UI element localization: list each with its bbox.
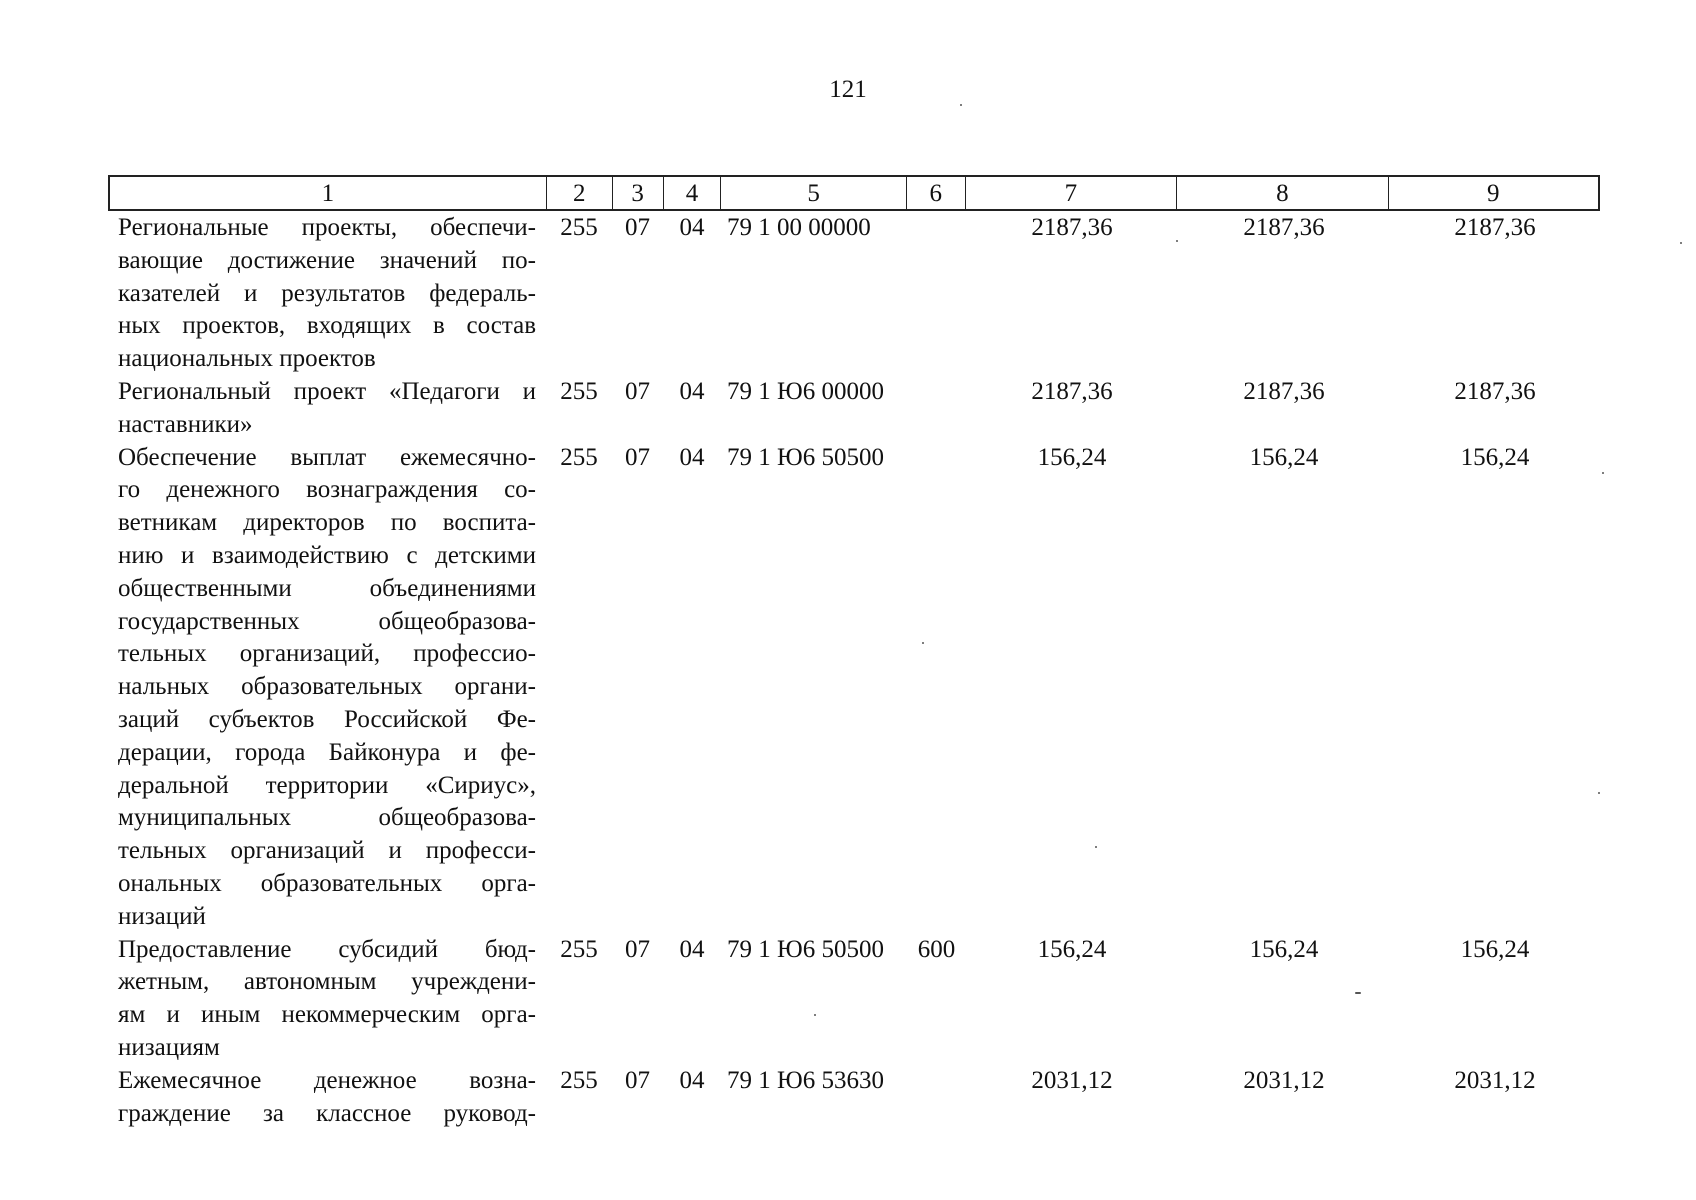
- cell-col-2: 255: [560, 214, 598, 241]
- description-line: Предоставление субсидий бюд-: [118, 935, 536, 963]
- cell-col-5: 79 1 Ю6 50500: [727, 443, 884, 471]
- cell-col-8: 2031,12: [1243, 1066, 1325, 1094]
- cell-col-5: 79 1 00 00000: [727, 214, 871, 241]
- cell-col-4: 04: [679, 935, 705, 963]
- header-col-4: 4: [664, 177, 722, 209]
- cell-col-4: 04: [679, 214, 705, 241]
- description-line: Ежемесячное денежное возна-: [118, 1066, 536, 1094]
- description-line: вающие достижение значений по-: [118, 246, 536, 274]
- cell-col-7: 156,24: [1037, 443, 1107, 471]
- description-line: общественными объединениями: [118, 574, 536, 602]
- cell-col-7: 2187,36: [1031, 377, 1113, 405]
- description-line: ветникам директоров по воспита-: [118, 509, 536, 537]
- description-line: нальных образовательных органи-: [118, 673, 536, 701]
- page-number: 121: [829, 76, 867, 103]
- table-row: [108, 376, 1600, 442]
- header-col-9: 9: [1487, 180, 1500, 207]
- description-line: го денежного вознаграждения со-: [118, 476, 536, 504]
- description-line: деральной территории «Сириус»,: [118, 771, 536, 799]
- table-row: [108, 442, 1600, 934]
- cell-col-2: 255: [560, 935, 598, 963]
- cell-col-9: 156,24: [1460, 443, 1530, 471]
- scan-speck: [960, 104, 962, 106]
- cell-col-3: 07: [625, 443, 650, 471]
- scan-speck: [1598, 792, 1600, 794]
- cell-col-7: 156,24: [1037, 935, 1107, 963]
- header-col-2: 2: [547, 177, 613, 209]
- cell-col-7: 2031,12: [1031, 1066, 1113, 1094]
- description-line: ональных образовательных орга-: [118, 869, 536, 897]
- header-col-7: 7: [966, 177, 1177, 209]
- description-line: заций субъектов Российской Фе-: [118, 705, 536, 733]
- scan-speck: [1176, 240, 1178, 242]
- description-line: ных проектов, входящих в состав: [118, 312, 536, 340]
- description-line: государственных общеобразова-: [118, 607, 536, 635]
- scan-speck: [922, 642, 924, 644]
- description-line: Обеспечение выплат ежемесячно-: [118, 443, 536, 471]
- description-line: граждение за классное руковод-: [118, 1099, 536, 1127]
- cell-col-8: 156,24: [1249, 443, 1319, 471]
- cell-col-4: 04: [679, 1066, 705, 1094]
- cell-col-4: 04: [679, 443, 705, 471]
- table-body: [108, 212, 1600, 1130]
- scan-speck: [1602, 472, 1604, 474]
- cell-description: [108, 212, 546, 376]
- cell-col-8: 156,24: [1249, 935, 1319, 963]
- cell-col-4: 04: [679, 377, 705, 405]
- cell-col-6: [907, 376, 966, 442]
- scan-speck: [1095, 846, 1097, 848]
- cell-col-5: 79 1 Ю6 50500: [727, 935, 884, 963]
- header-col-8: 8: [1177, 177, 1388, 209]
- table-row: [108, 212, 1600, 376]
- cell-col-5: 79 1 Ю6 00000: [727, 377, 884, 405]
- cell-col-3: 07: [625, 377, 650, 405]
- description-line: низаций: [118, 902, 206, 930]
- cell-col-9: 2031,12: [1454, 1066, 1536, 1094]
- table-row: [108, 1065, 1600, 1131]
- cell-col-8: 2187,36: [1243, 377, 1325, 405]
- cell-col-6: 600: [917, 935, 956, 963]
- cell-col-6: [907, 442, 966, 934]
- table-row: [108, 934, 1600, 1065]
- cell-col-8: 2187,36: [1243, 214, 1325, 241]
- description-line: Региональные проекты, обеспечи-: [118, 214, 536, 241]
- cell-col-3: 07: [625, 1066, 650, 1094]
- description-line: тельных организаций, профессио-: [118, 640, 536, 668]
- header-col-1: 1: [110, 177, 547, 209]
- header-col-5: 5: [721, 177, 907, 209]
- cell-col-9: 2187,36: [1454, 377, 1536, 405]
- description-line: жетным, автономным учреждени-: [118, 968, 536, 996]
- cell-col-6: [907, 1065, 966, 1131]
- cell-col-2: 255: [560, 443, 598, 471]
- cell-col-9: 156,24: [1460, 935, 1530, 963]
- description-line: наставники»: [118, 410, 253, 438]
- scan-speck: [814, 1014, 816, 1016]
- cell-description: [108, 934, 546, 1065]
- cell-col-6: [907, 212, 966, 376]
- description-line: казателей и результатов федераль-: [118, 279, 536, 307]
- cell-col-9: 2187,36: [1454, 214, 1536, 241]
- description-line: нию и взаимодействию с детскими: [118, 541, 536, 569]
- header-col-6: 6: [907, 177, 966, 209]
- cell-description: [108, 442, 546, 934]
- description-line: ям и иным некоммерческим орга-: [118, 1001, 536, 1029]
- description-line: Региональный проект «Педагоги и: [118, 377, 536, 405]
- cell-col-5: 79 1 Ю6 53630: [727, 1066, 884, 1094]
- cell-col-3: 07: [625, 214, 650, 241]
- table-header-row: [108, 175, 1600, 211]
- description-line: национальных проектов: [118, 345, 376, 373]
- description-line: муниципальных общеобразова-: [118, 804, 536, 832]
- description-line: дерации, города Байконура и фе-: [118, 738, 536, 766]
- cell-description: [108, 376, 546, 442]
- scan-speck: [1355, 992, 1361, 994]
- cell-col-3: 07: [625, 935, 650, 963]
- cell-col-2: 255: [560, 1066, 598, 1094]
- description-line: низациям: [118, 1033, 220, 1061]
- scan-speck: [1680, 242, 1682, 244]
- cell-col-2: 255: [560, 377, 598, 405]
- cell-description: [108, 1065, 546, 1131]
- header-col-3: 3: [613, 177, 664, 209]
- cell-col-7: 2187,36: [1031, 214, 1113, 241]
- description-line: тельных организаций и професси-: [118, 837, 536, 865]
